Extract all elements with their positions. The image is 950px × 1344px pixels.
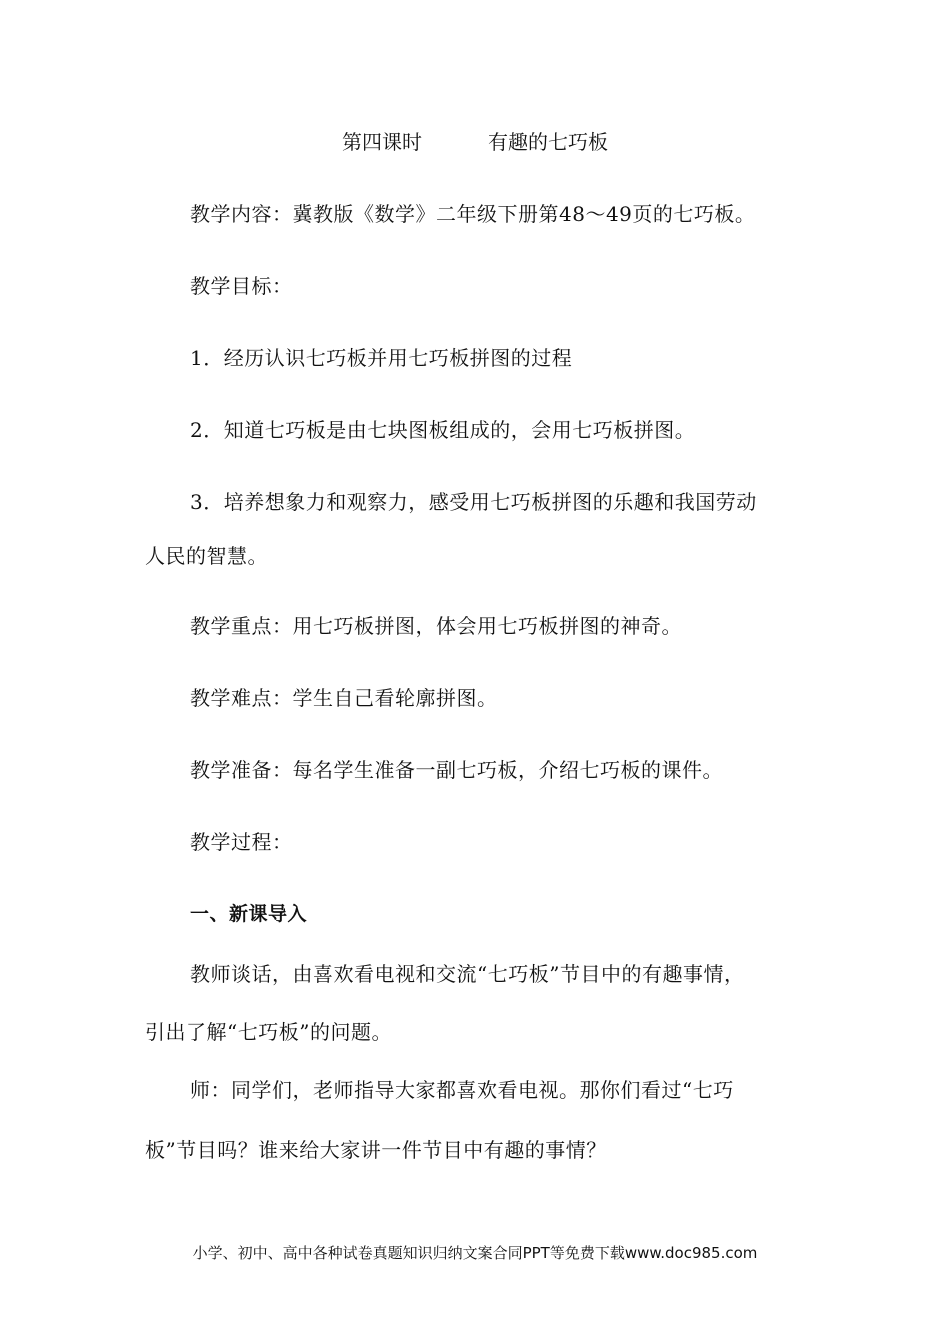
objective-3-line-1: 3．培养想象力和观察力，感受用七巧板拼图的乐趣和我国劳动 — [190, 490, 757, 514]
teaching-content: 教学内容：冀教版《数学》二年级下册第48～49页的七巧板。 — [190, 202, 756, 226]
section-1-heading: 一、新课导入 — [190, 903, 308, 925]
paragraph-1-line-1: 教师谈话，由喜欢看电视和交流“七巧板”节目中的有趣事情， — [190, 962, 745, 986]
difficulty: 教学难点：学生自己看轮廓拼图。 — [190, 686, 498, 710]
objective-1: 1．经历认识七巧板并用七巧板拼图的过程 — [190, 346, 573, 370]
lesson-title — [0, 128, 950, 156]
process-label: 教学过程： — [190, 830, 293, 854]
lesson-name: 有趣的七巧板 — [488, 130, 608, 154]
page-footer: 小学、初中、高中各种试卷真题知识归纳文案合同PPT等免费下载www.doc985.com — [192, 1244, 758, 1262]
preparation: 教学准备：每名学生准备一副七巧板，介绍七巧板的课件。 — [190, 758, 723, 782]
objective-3-line-2: 人民的智慧。 — [145, 544, 268, 568]
objectives-label: 教学目标： — [190, 274, 293, 298]
lesson-number: 第四课时 — [342, 130, 422, 154]
key-point: 教学重点：用七巧板拼图，体会用七巧板拼图的神奇。 — [190, 614, 682, 638]
paragraph-1-line-2: 引出了解“七巧板”的问题。 — [145, 1020, 392, 1044]
objective-2: 2．知道七巧板是由七块图板组成的，会用七巧板拼图。 — [190, 418, 696, 442]
paragraph-2-line-2: 板”节目吗？谁来给大家讲一件节目中有趣的事情？ — [145, 1138, 607, 1162]
paragraph-2-line-1: 师：同学们，老师指导大家都喜欢看电视。那你们看过“七巧 — [190, 1078, 734, 1102]
